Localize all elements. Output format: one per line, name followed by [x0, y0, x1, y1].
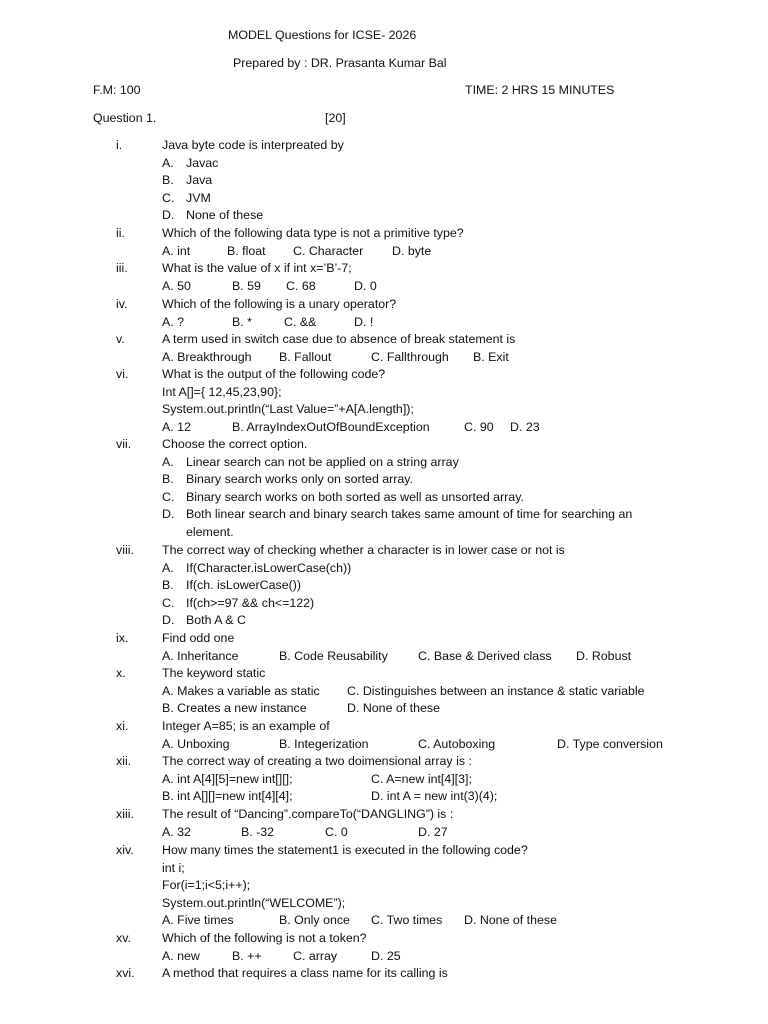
question-text: The keyword static: [162, 666, 266, 680]
options-row: [162, 683, 742, 701]
question-number: vi.: [116, 367, 129, 381]
question-text: Which of the following is a unary operator?: [162, 297, 397, 311]
option-c: C. Binary search works on both sorted as well as unsorted array.: [162, 489, 524, 504]
option-b: B. Binary search works only on sorted array.: [162, 472, 414, 487]
option-b: B. Integerization: [279, 736, 369, 751]
prepared-by: Prepared by : DR. Prasanta Kumar Bal: [233, 56, 447, 70]
options-row: [162, 788, 742, 806]
option-d: D. Both linear search and binary search takes same amount of time for searching an element.: [162, 507, 633, 539]
option-b: B. -32: [241, 824, 275, 839]
option-a: A. 32: [162, 824, 191, 839]
option-b: B. int A[][]=new int[4][4];: [162, 789, 293, 804]
options-row: [162, 771, 742, 789]
options-row: [162, 648, 742, 666]
option-a: A. If(Character.isLowerCase(ch)): [162, 560, 352, 575]
code-line: For(i=1;i<5;i++);: [162, 878, 251, 893]
options-row: [162, 419, 742, 437]
option-b: B. float: [227, 243, 266, 258]
question-number: vii.: [116, 437, 132, 451]
option-d: D. None of these: [464, 913, 557, 928]
question-number: xiv.: [116, 843, 134, 857]
option-d: D. Both A & C: [162, 613, 246, 628]
option-c: C. 0: [325, 824, 348, 839]
question-text: A method that requires a class name for its calling is: [162, 966, 448, 980]
question-number: iii.: [116, 261, 128, 275]
option-c: C. 68: [286, 278, 316, 293]
option-c: C. 90: [464, 419, 494, 434]
option-c: C. JVM: [162, 190, 211, 205]
question-number: xi.: [116, 719, 129, 733]
option-b: B. Only once: [279, 913, 350, 928]
options-row: [162, 912, 742, 930]
option-b: B. Code Reusability: [279, 648, 388, 663]
question-number: ix.: [116, 631, 129, 645]
options-row: [162, 243, 742, 261]
code-line: int i;: [162, 860, 185, 875]
option-c: C. Fallthrough: [371, 349, 449, 364]
option-a: A. Linear search can not be applied on a string array: [162, 454, 459, 469]
option-a: A. ?: [162, 314, 185, 329]
question-number: xv.: [116, 931, 131, 945]
option-d: D. byte: [392, 243, 432, 258]
question-text: Which of the following data type is not a primitive type?: [162, 226, 464, 240]
question-number: iv.: [116, 297, 128, 311]
question-text: Which of the following is not a token?: [162, 931, 367, 945]
option-d: D. Type conversion: [557, 736, 663, 751]
question-number: xvi.: [116, 966, 135, 980]
option-d: D. None of these: [347, 701, 440, 716]
option-b: B. ++: [232, 948, 262, 963]
option-b: B. 59: [232, 278, 261, 293]
question-text: What is the value of x if int x=’B’-7;: [162, 261, 352, 275]
option-a: A. Breakthrough: [162, 349, 252, 364]
options-row: [162, 824, 742, 842]
options-row: [162, 700, 742, 718]
option-a: A. 12: [162, 419, 191, 434]
option-d: D. 0: [354, 278, 377, 293]
question-text: How many times the statement1 is executed in the following code?: [162, 843, 528, 857]
question-text: The correct way of creating a two doimensional array is :: [162, 754, 472, 768]
option-c: C. &&: [284, 314, 317, 329]
option-d: D. 27: [418, 824, 448, 839]
options-row: [162, 948, 742, 966]
question-number: xii.: [116, 754, 132, 768]
page-title: MODEL Questions for ICSE- 2026: [228, 28, 417, 42]
option-c: C. array: [293, 948, 338, 963]
question-number: xiii.: [116, 807, 134, 821]
question-number: i.: [116, 138, 123, 152]
option-c: C. Distinguishes between an instance & static variable: [347, 683, 645, 698]
option-d: D. None of these: [162, 208, 264, 223]
option-a: A. Unboxing: [162, 736, 230, 751]
question-text: What is the output of the following code?: [162, 367, 386, 381]
options-row: [162, 349, 742, 367]
option-c: C. Two times: [371, 913, 443, 928]
option-c: C. Autoboxing: [418, 736, 496, 751]
option-b: B. *: [232, 314, 252, 329]
option-b: B. Creates a new instance: [162, 701, 307, 716]
question-number: viii.: [116, 543, 134, 557]
option-a: A. new: [162, 948, 200, 963]
option-b: B. ArrayIndexOutOfBoundException: [232, 419, 430, 434]
option-b: B. Fallout: [279, 349, 332, 364]
option-b: B. Java: [162, 173, 213, 188]
option-d: D. 25: [371, 948, 401, 963]
option-d: D. 23: [510, 419, 540, 434]
code-line: Int A[]={ 12,45,23,90};: [162, 384, 282, 399]
question-number: v.: [116, 332, 125, 346]
question-number: ii.: [116, 226, 125, 240]
option-d: D. Robust: [576, 648, 632, 663]
options-row: [162, 314, 742, 332]
options-row: [162, 736, 742, 754]
code-line: System.out.println(“WELCOME”);: [162, 895, 346, 910]
question-text: The result of “Dancing”.compareTo(“DANGLING”) is :: [162, 807, 454, 821]
code-line: System.out.println(“Last Value=”+A[A.length]);: [162, 402, 414, 417]
option-d: B. Exit: [473, 349, 509, 364]
option-b: B. If(ch. isLowerCase()): [162, 578, 301, 593]
option-d: D. int A = new int(3)(4);: [371, 789, 498, 804]
option-a: A. Inheritance: [162, 648, 239, 663]
question-text: Java byte code is interpreated by: [162, 138, 344, 152]
option-c: C. Base & Derived class: [418, 648, 552, 663]
time-allowed: TIME: 2 HRS 15 MINUTES: [465, 83, 615, 97]
option-a: A. int: [162, 243, 191, 258]
question-marks: [20]: [325, 111, 346, 125]
option-a: A. Javac: [162, 155, 219, 170]
option-c: C. If(ch>=97 && ch<=122): [162, 595, 315, 610]
question-text: Choose the correct option.: [162, 437, 308, 451]
question-text: Find odd one: [162, 631, 235, 645]
option-a: A. int A[4][5]=new int[][];: [162, 771, 293, 786]
question-label: Question 1.: [93, 111, 157, 125]
option-d: D. !: [354, 314, 374, 329]
option-a: A. 50: [162, 278, 191, 293]
question-text: The correct way of checking whether a character is in lower case or not is: [162, 543, 565, 557]
option-a: A. Makes a variable as static: [162, 683, 320, 698]
option-c: C. Character: [293, 243, 364, 258]
options-row: [162, 278, 742, 296]
option-a: A. Five times: [162, 913, 234, 928]
full-marks: F.M: 100: [93, 83, 141, 97]
question-text: Integer A=85; is an example of: [162, 719, 330, 733]
question-number: x.: [116, 666, 126, 680]
option-c: C. A=new int[4][3];: [371, 771, 472, 786]
question-text: A term used in switch case due to absence of break statement is: [162, 332, 516, 346]
